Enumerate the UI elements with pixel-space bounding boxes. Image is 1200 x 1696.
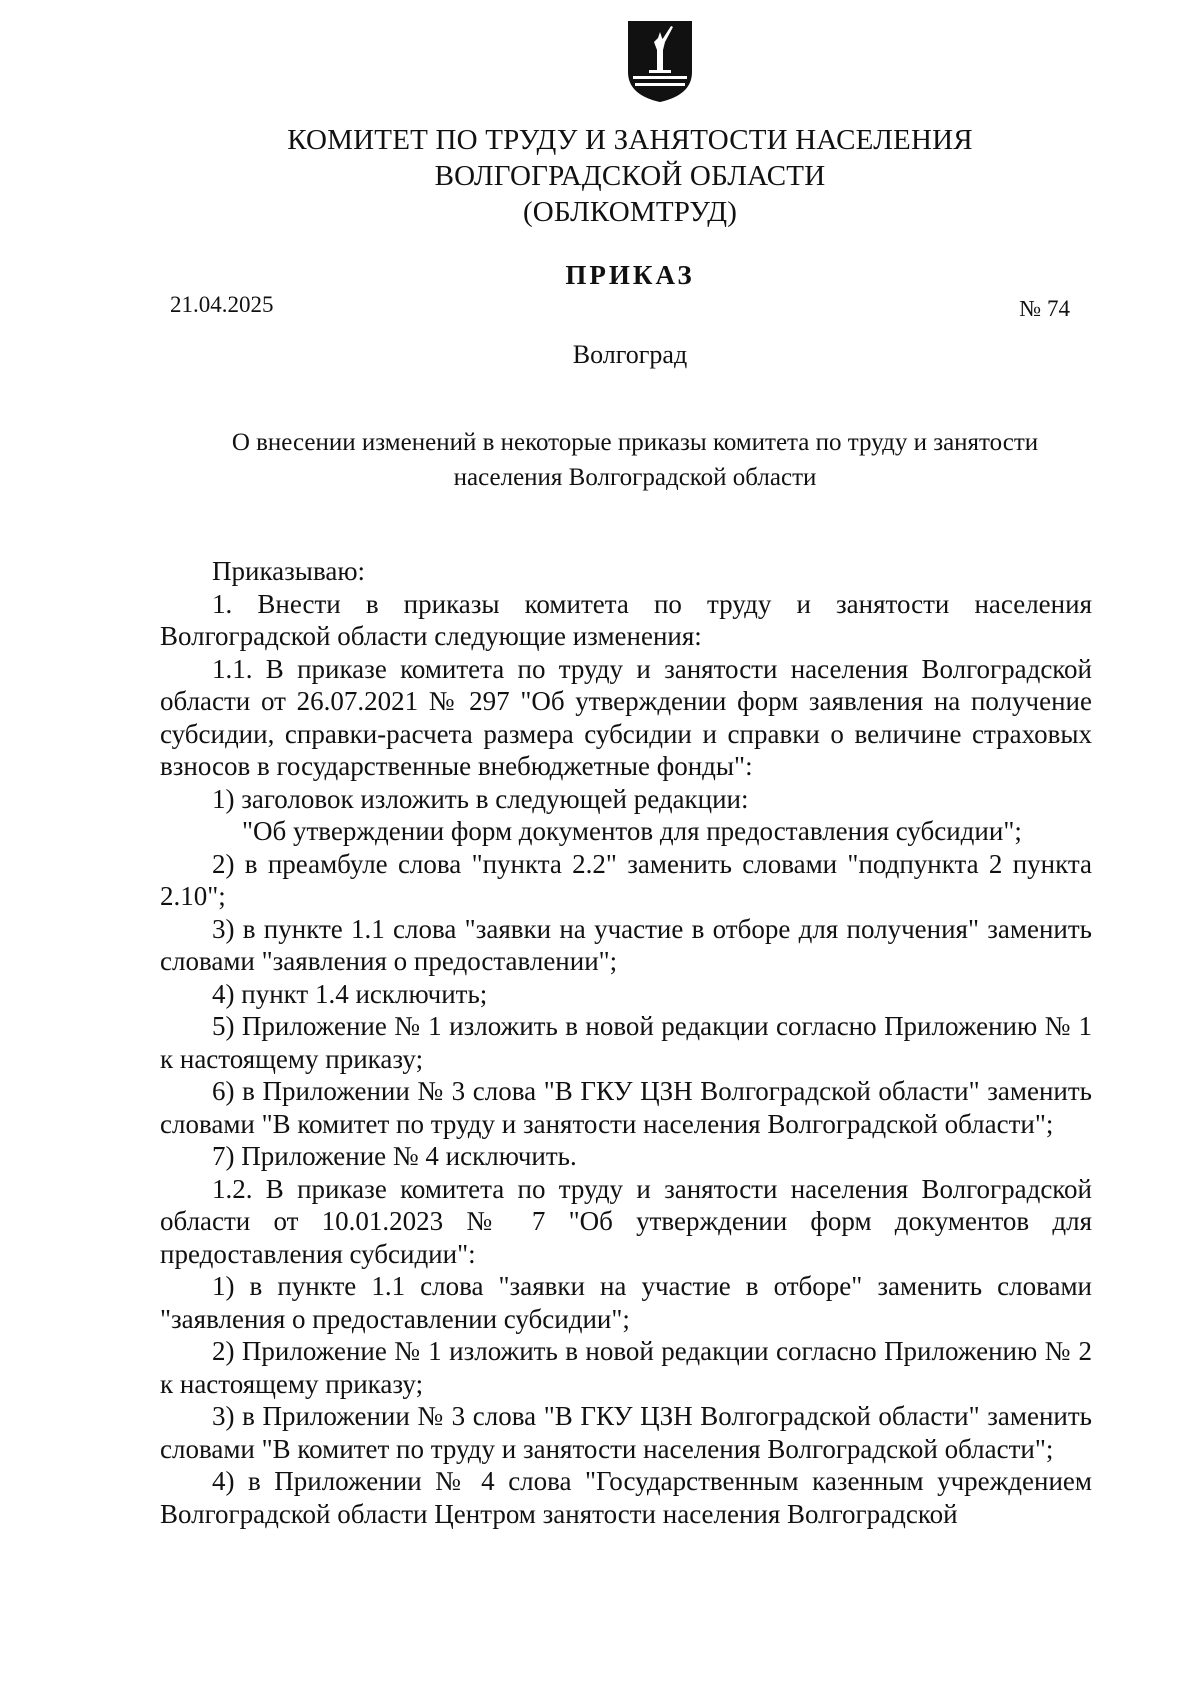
- organization-name: [0, 122, 1200, 230]
- order-subject: [150, 425, 1120, 495]
- org-line-1: КОМИТЕТ ПО ТРУДУ И ЗАНЯТОСТИ НАСЕЛЕНИЯ: [287, 124, 973, 156]
- order-title: ПРИКАЗ: [565, 260, 695, 290]
- volgograd-coat-of-arms-icon: [627, 20, 693, 103]
- body-paragraph: 5) Приложение № 1 изложить в новой редакции согласно Приложению № 1 к настоящему приказу;: [160, 1011, 1092, 1074]
- body-paragraph: 1.1. В приказе комитета по труду и занятости населения Волгоградской области от 26.07.2021 № 297 "Об утверждении форм заявления на получение субсидии, справки-расчета размера субсидии и справки о величине страховых взносов в государственные внебюджетные фонды":: [160, 653, 1092, 781]
- body-paragraph: 3) в пункте 1.1 слова "заявки на участие в отборе для получения" заменить словами "заявления о предоставлении";: [160, 913, 1092, 976]
- body-paragraph: 4) пункт 1.4 исключить;: [212, 978, 488, 1009]
- body-paragraph: 2) Приложение № 1 изложить в новой редакции согласно Приложению № 2 к настоящему приказу;: [160, 1336, 1092, 1399]
- body-paragraph: 6) в Приложении № 3 слова "В ГКУ ЦЗН Волгоградской области" заменить словами "В комитет по труду и занятости населения Волгоградской области";: [160, 1076, 1092, 1139]
- body-paragraph: 3) в Приложении № 3 слова "В ГКУ ЦЗН Волгоградской области" заменить словами "В комитет по труду и занятости населения Волгоградской области";: [160, 1401, 1092, 1464]
- body-paragraph: 1. Внести в приказы комитета по труду и занятости населения Волгоградской области следующие изменения:: [160, 588, 1092, 651]
- subject-line-1: О внесении изменений в некоторые приказы комитета по труду и занятости: [231, 429, 1039, 456]
- body-paragraph: "Об утверждении форм документов для предоставления субсидии";: [242, 816, 1022, 846]
- order-number: № 74: [1019, 296, 1070, 321]
- body-paragraph: 2) в преамбуле слова "пункта 2.2" заменить словами "подпункта 2 пункта 2.10";: [160, 848, 1092, 911]
- order-date: 21.04.2025: [170, 292, 274, 317]
- org-line-2: ВОЛГОГРАДСКОЙ ОБЛАСТИ: [434, 160, 826, 192]
- subject-line-2: населения Волгоградской области: [453, 464, 817, 491]
- order-body: [160, 555, 1092, 1530]
- body-paragraph: 4) в Приложении № 4 слова "Государственным казенным учреждением Волгоградской области Центром занятости населения Волгоградской: [160, 1466, 1092, 1529]
- body-paragraph: 1) заголовок изложить в следующей редакции:: [212, 783, 749, 814]
- order-city: Волгоград: [572, 340, 688, 369]
- body-paragraph: Приказываю:: [212, 556, 365, 586]
- org-line-3: (ОБЛКОМТРУД): [522, 196, 738, 228]
- body-paragraph: 1.2. В приказе комитета по труду и занятости населения Волгоградской области от 10.01.2023 № 7 "Об утверждении форм документов для предоставления субсидии":: [160, 1173, 1092, 1269]
- body-paragraph: 1) в пункте 1.1 слова "заявки на участие в отборе" заменить словами "заявления о предоставлении субсидии";: [160, 1271, 1092, 1334]
- body-paragraph: 7) Приложение № 4 исключить.: [212, 1141, 577, 1171]
